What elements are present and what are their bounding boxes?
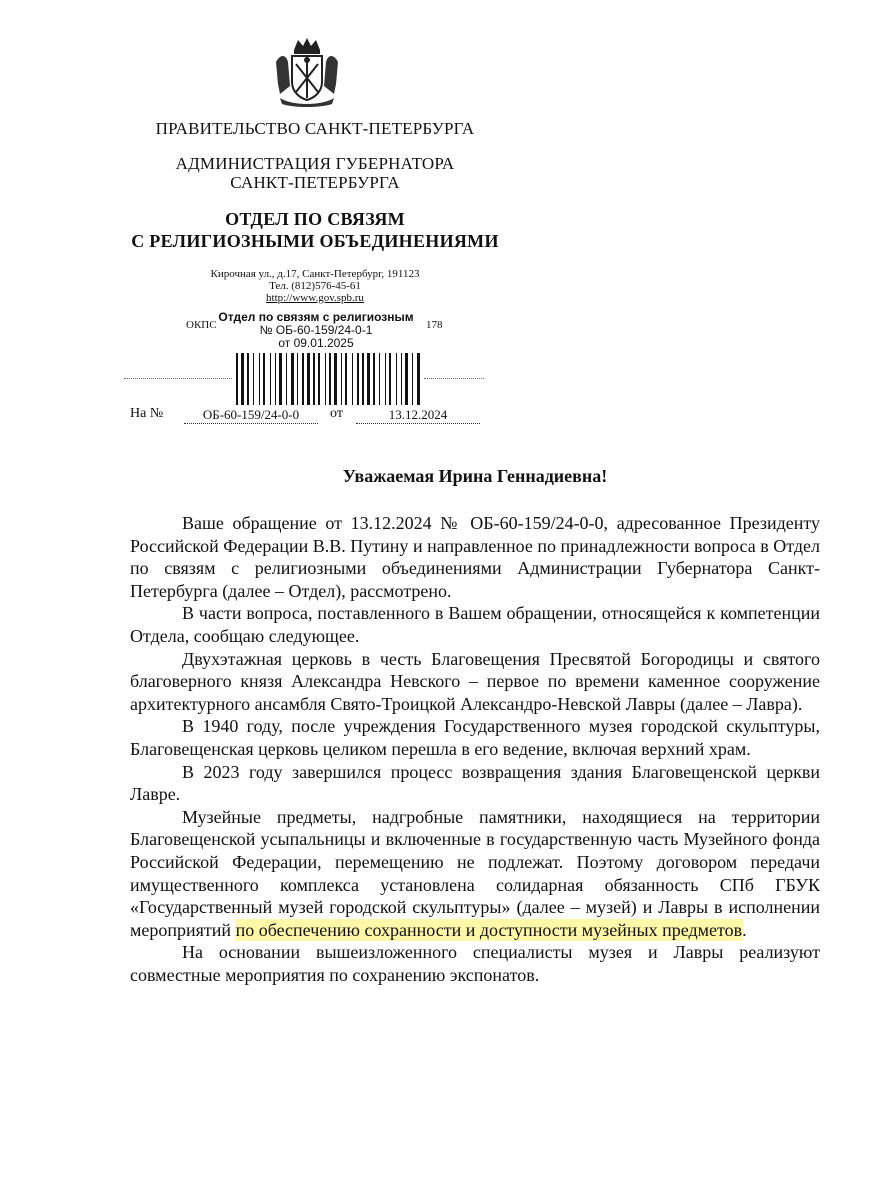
- administration-title-line2: САНКТ-ПЕТЕРБУРГА: [230, 173, 400, 192]
- barcode-icon: [234, 353, 420, 405]
- stamp-date: от 09.01.2025: [278, 336, 354, 350]
- paragraph-2: В части вопроса, поставленного в Вашем обращении, относящейся к компетенции Отдела, сообщаю следующее.: [130, 603, 820, 646]
- paragraph-6-text: Музейные предметы, надгробные памятники, находящиеся на территории Благовещенской усыпальницы и включенные в государственную часть Музейного фонда Российской Федерации, перемещению не подлежат. Поэтому договором передачи имущественного комплекса установлена солидарная обязанность СПб ГБУК «Государственный музей городской скульптуры» (далее – музей) и Лавры в исполнении мероприятий: [130, 806, 820, 940]
- letter-body: [130, 512, 820, 986]
- paragraph-4: В 1940 году, после учреждения Государственного музея городской скульптуры, Благовещенская церковь целиком перешла в его ведение, включая верхний храм.: [130, 716, 820, 759]
- stamp-number: № ОБ-60-159/24-0-1: [259, 323, 373, 337]
- department-title-line2: С РЕЛИГИОЗНЫМИ ОБЪЕДИНЕНИЯМИ: [131, 231, 499, 251]
- spb-coat-of-arms-icon: [272, 36, 342, 108]
- paragraph-1: Ваше обращение от 13.12.2024 № ОБ-60-159/24-0-0, адресованное Президенту Российской Федерации В.В. Путину и направленное по принадлежности вопроса в Отдел по связям с религиозными объединениями Администрации Губернатора Санкт-Петербурга (далее – Отдел), рассмотрено.: [130, 513, 820, 601]
- highlighted-text: по обеспечению сохранности и доступности музейных предметов: [235, 919, 743, 940]
- paragraph-3: Двухэтажная церковь в честь Благовещения Пресвятой Богородицы и святого благоверного князя Александра Невского – первое по времени каменное сооружение архитектурного ансамбля Свято-Троицкой Александро-Невской Лавры (далее – Лавра).: [130, 648, 820, 714]
- reference-date: 13.12.2024: [356, 407, 480, 424]
- reference-ot-label: от: [330, 406, 343, 421]
- greeting: Уважаемая Ирина Геннадиевна!: [342, 466, 608, 486]
- department-title-line1: ОТДЕЛ ПО СВЯЗЯМ: [225, 209, 405, 229]
- paragraph-5: В 2023 году завершился процесс возвращения здания Благовещенской церкви Лавре.: [130, 761, 820, 805]
- okpo-label: ОКПС: [186, 319, 217, 331]
- dotted-rule-right: [424, 378, 484, 379]
- okpo-suffix: 178: [426, 319, 443, 331]
- reference-na-label: На №: [130, 406, 164, 421]
- address: Кирочная ул., д.17, Санкт-Петербург, 191123: [210, 268, 420, 280]
- stamp-department: Отдел по связям с религиозным: [218, 310, 414, 324]
- government-title: ПРАВИТЕЛЬСТВО САНКТ-ПЕТЕРБУРГА: [155, 119, 475, 138]
- reference-number: ОБ-60-159/24-0-0: [184, 407, 318, 424]
- website-link[interactable]: http://www.gov.spb.ru: [266, 292, 364, 304]
- administration-title-line1: АДМИНИСТРАЦИЯ ГУБЕРНАТОРА: [175, 154, 455, 173]
- paragraph-6: [130, 806, 820, 942]
- paragraph-6-end: .: [742, 919, 747, 940]
- dotted-rule-left: [124, 378, 232, 379]
- phone: Тел. (812)576-45-61: [269, 280, 361, 292]
- paragraph-7: На основании вышеизложенного специалисты музея и Лавры реализуют совместные мероприятия по сохранению экспонатов.: [130, 942, 820, 985]
